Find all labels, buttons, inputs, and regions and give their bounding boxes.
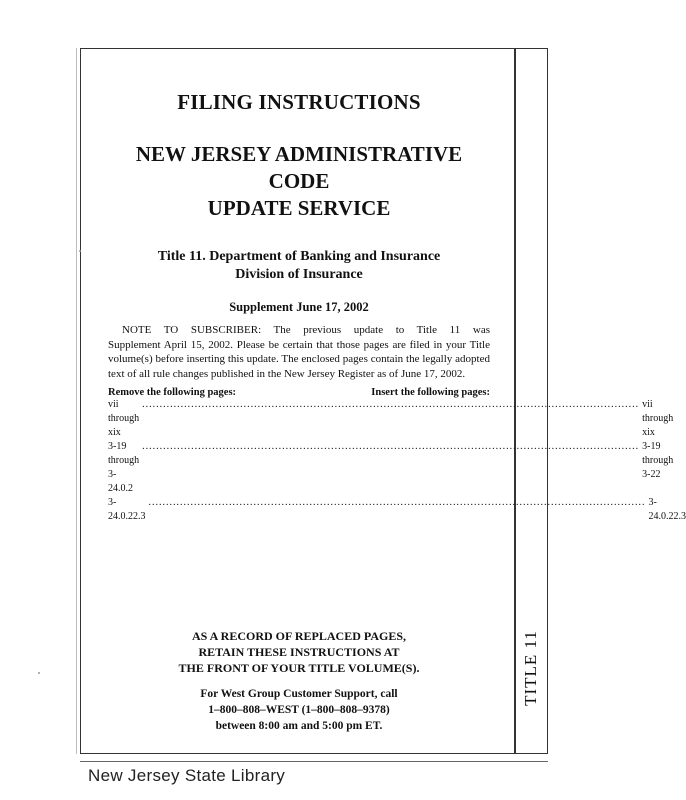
insert-pages-value: 3-24.0.22.3	[648, 497, 686, 522]
support-phone: 1–800–808–WEST (1–800–808–9378)	[208, 704, 390, 716]
pages-row	[108, 398, 674, 440]
leader-dots: ..............................................................................................................................................	[142, 399, 640, 410]
title-line-2: Division of Insurance	[235, 267, 363, 282]
title-subtitle	[108, 248, 490, 284]
remove-pages-value: 3-19 through 3-24.0.2	[108, 441, 140, 494]
document-body	[108, 48, 686, 524]
scan-speck	[38, 672, 40, 674]
leader-dots: ..............................................................................................................................................	[142, 441, 640, 452]
record-line-2: RETAIN THESE INSTRUCTIONS AT	[198, 645, 400, 659]
code-title	[108, 141, 490, 222]
support-hours: between 8:00 am and 5:00 pm ET.	[215, 720, 383, 732]
title-line-1: Title 11. Department of Banking and Insurance	[157, 249, 441, 264]
remove-pages-value: vii through xix	[108, 399, 140, 438]
note-body: Supplement April 15, 2002. Please be certain that those pages are filed in your Title volume(s) before inserting this update. The enclosed pages contain the legally adopted text of all rule changes published in the New Jersey Register as of June 17, 2002.	[108, 338, 490, 380]
page-left-edge	[76, 48, 77, 754]
pages-row	[108, 496, 686, 524]
note-line-1: NOTE TO SUBSCRIBER: The previous update to Title 11 was	[122, 324, 490, 336]
title-tab	[514, 620, 548, 715]
bottom-rule	[80, 761, 548, 762]
insert-pages-value: vii through xix	[642, 399, 674, 438]
record-line-3: THE FRONT OF YOUR TITLE VOLUME(S).	[178, 661, 420, 675]
leader-dots: ..............................................................................................................................................	[148, 497, 646, 508]
scan-speck	[79, 250, 81, 252]
customer-support	[108, 686, 490, 734]
filing-instructions-heading: FILING INSTRUCTIONS	[177, 90, 421, 114]
insert-pages-value: 3-19 through 3-22	[642, 441, 674, 480]
record-line-1: AS A RECORD OF REPLACED PAGES,	[191, 629, 407, 643]
subscriber-note	[108, 323, 490, 381]
support-line-1: For West Group Customer Support, call	[200, 688, 398, 700]
supplement-date: Supplement June 17, 2002	[229, 300, 369, 314]
pages-row	[108, 440, 674, 496]
record-instructions	[108, 628, 490, 676]
remove-pages-header: Remove the following pages:	[108, 387, 237, 398]
code-title-line-1: NEW JERSEY ADMINISTRATIVE CODE	[135, 142, 463, 193]
title-tab-label: TITLE 11	[521, 629, 541, 706]
library-stamp: New Jersey State Library	[88, 766, 286, 785]
insert-pages-header: Insert the following pages:	[371, 387, 490, 398]
pages-header	[108, 387, 490, 398]
pages-list	[108, 398, 686, 524]
remove-pages-value: 3-24.0.22.3	[108, 497, 146, 522]
code-title-line-2: UPDATE SERVICE	[207, 196, 391, 220]
